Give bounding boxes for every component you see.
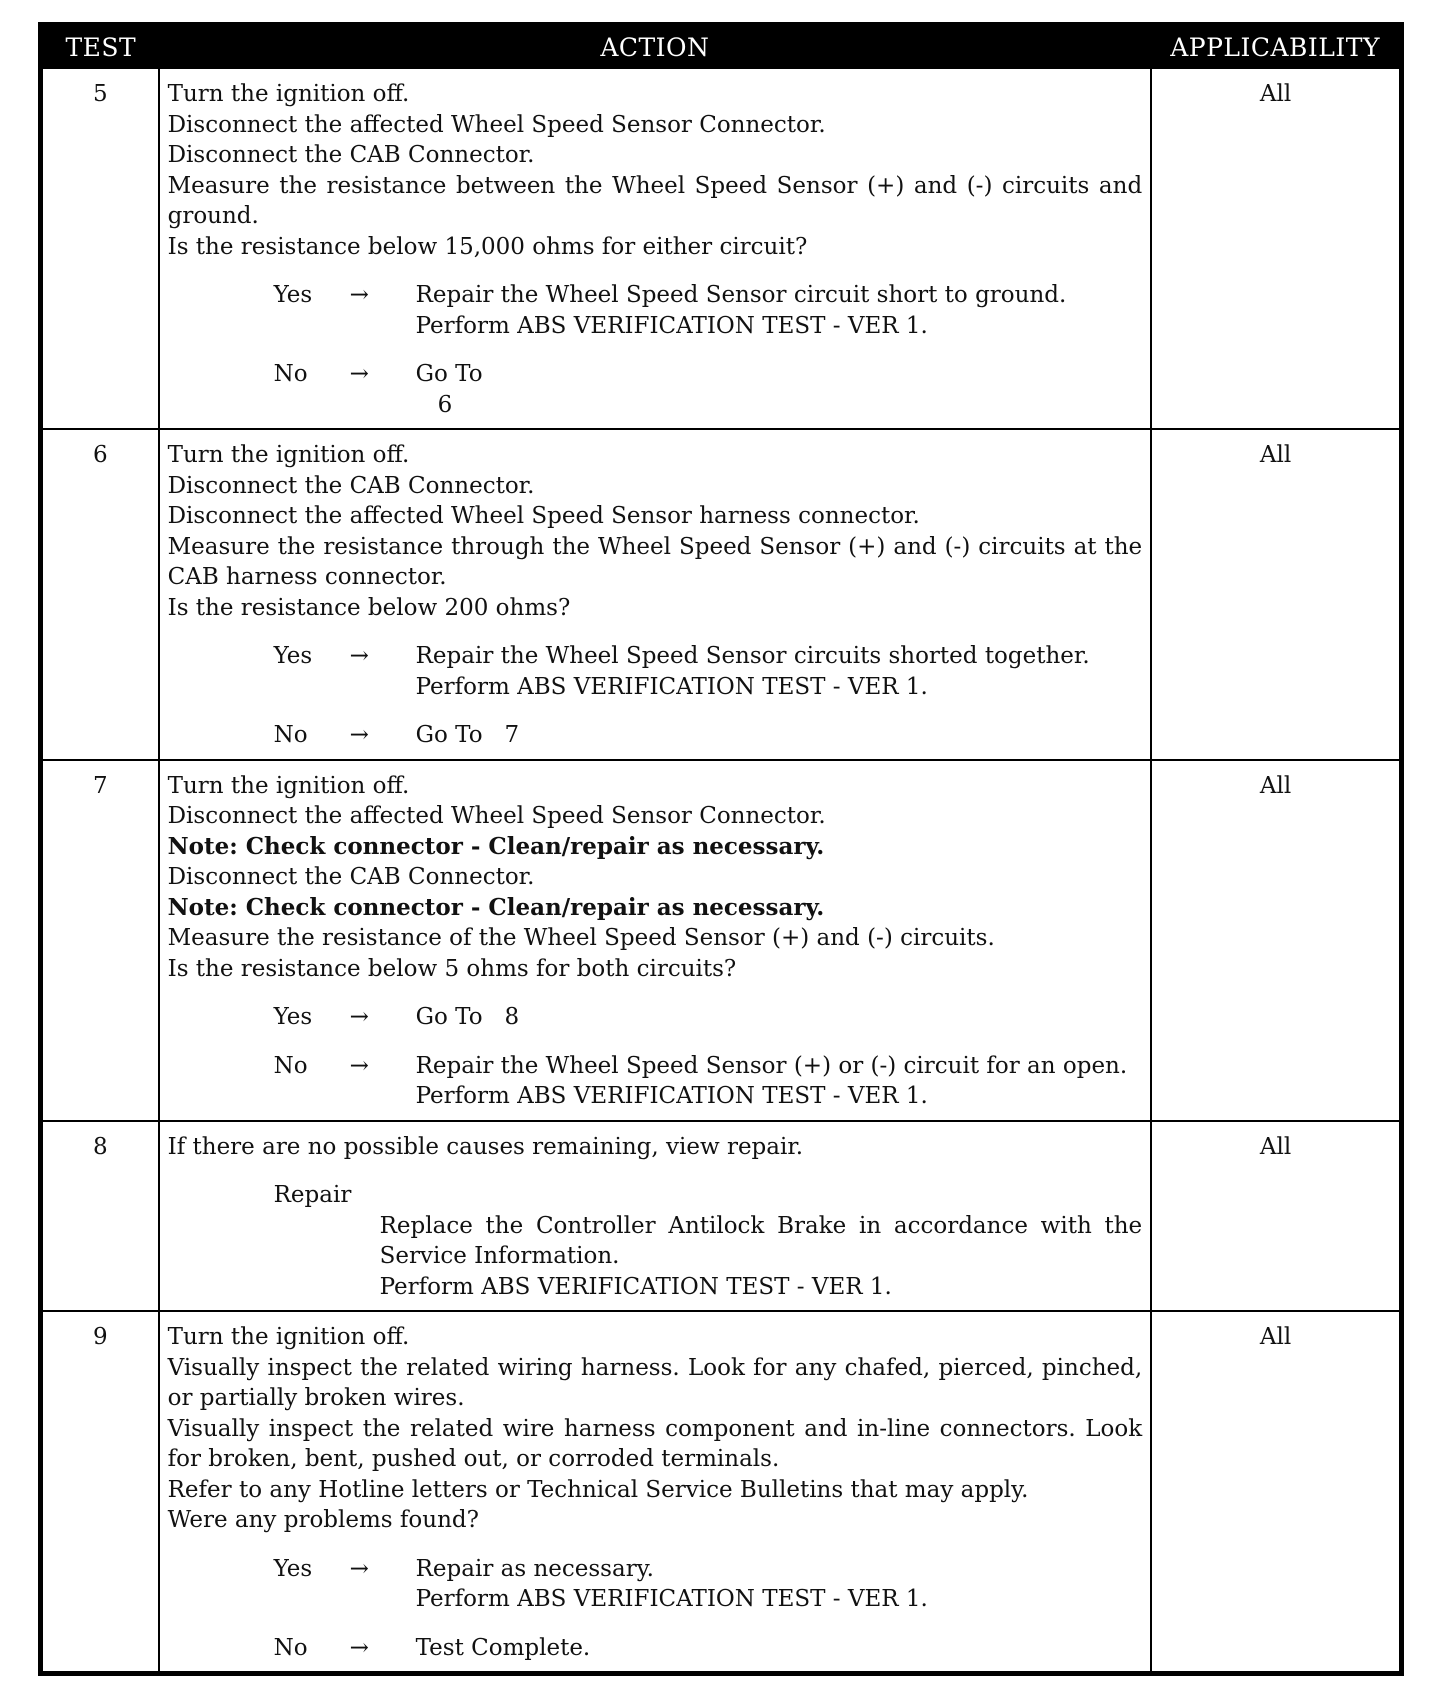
result-line: Perform ABS VERIFICATION TEST - VER 1.	[415, 1586, 928, 1612]
no-result	[416, 1633, 1143, 1664]
yes-label: Yes	[273, 282, 313, 308]
action-line: Is the resistance below 200 ohms?	[167, 594, 571, 621]
action-line: Measure the resistance of the Wheel Speed Sensor (+) and (-) circuits.	[167, 925, 995, 951]
result-line: Repair the Wheel Speed Sensor circuits shorted together.	[415, 643, 1090, 669]
no-option	[168, 359, 1143, 420]
test-number: 5	[41, 68, 159, 429]
applicability: All	[1151, 1121, 1401, 1312]
action-line: Were any problems found?	[167, 1507, 479, 1533]
yes-option	[168, 280, 1143, 341]
test-number: 7	[41, 760, 159, 1121]
header-applicability: APPLICABILITY	[1151, 25, 1401, 69]
repair-text	[380, 1211, 1143, 1303]
yes-label: Yes	[273, 1004, 313, 1030]
header-test: TEST	[41, 25, 159, 69]
table-row	[41, 1311, 1402, 1674]
action-line: Visually inspect the related wiring harness. Look for any chafed, pierced, pinched, or partially broken wires.	[167, 1354, 1143, 1411]
action-line: Turn the ignition off.	[167, 1324, 410, 1350]
no-label: No	[273, 361, 308, 387]
action-line: Is the resistance below 5 ohms for both circuits?	[167, 955, 737, 982]
result-line: Perform ABS VERIFICATION TEST - VER 1.	[415, 1083, 928, 1109]
action-line: Disconnect the affected Wheel Speed Sensor harness connector.	[167, 503, 920, 529]
applicability: All	[1151, 429, 1401, 760]
applicability: All	[1151, 68, 1401, 429]
yes-option	[168, 1554, 1143, 1615]
result-line: Repair the Wheel Speed Sensor (+) or (-) circuit for an open.	[415, 1052, 1128, 1079]
arrow-icon: →	[349, 282, 369, 308]
no-label: No	[273, 722, 308, 748]
action-cell	[159, 1311, 1152, 1674]
arrow-icon: →	[349, 1052, 369, 1079]
note-line: Note: Check connector - Clean/repair as necessary.	[167, 893, 825, 921]
action-line: Is the resistance below 15,000 ohms for either circuit?	[167, 233, 808, 260]
table-row	[41, 1121, 1402, 1312]
yes-label: Yes	[273, 643, 313, 669]
action-line: Disconnect the CAB Connector.	[167, 142, 535, 168]
no-option	[168, 1633, 1143, 1664]
applicability: All	[1151, 1311, 1401, 1674]
action-line: Measure the resistance between the Wheel Speed Sensor (+) and (-) circuits and ground.	[167, 172, 1143, 229]
go-to-label: Go To	[415, 722, 483, 748]
no-result	[416, 720, 1143, 751]
yes-option	[168, 1002, 1143, 1033]
action-line: Disconnect the CAB Connector.	[167, 864, 535, 890]
action-line: If there are no possible causes remaining, view repair.	[167, 1133, 804, 1160]
diagnostic-test-table	[38, 22, 1404, 1676]
arrow-icon: →	[349, 361, 369, 387]
repair-label: Repair	[273, 1182, 352, 1208]
go-to-step: 7	[504, 722, 520, 748]
action-line: Disconnect the affected Wheel Speed Sensor Connector.	[167, 111, 826, 138]
table-header-row	[41, 25, 1402, 69]
arrow-icon: →	[349, 1634, 369, 1661]
test-number: 6	[41, 429, 159, 760]
no-label: No	[273, 1052, 308, 1079]
no-option	[168, 720, 1143, 751]
test-number: 8	[41, 1121, 159, 1312]
result-line: Repair the Wheel Speed Sensor circuit short to ground.	[415, 282, 1067, 308]
go-to-step: 8	[504, 1004, 520, 1030]
yes-label: Yes	[273, 1555, 313, 1582]
result-line: Perform ABS VERIFICATION TEST - VER 1.	[415, 312, 928, 339]
yes-result	[416, 1002, 1143, 1033]
arrow-icon: →	[349, 643, 369, 669]
result-line: Perform ABS VERIFICATION TEST - VER 1.	[415, 673, 928, 700]
table-row	[41, 429, 1402, 760]
action-line: Refer to any Hotline letters or Technical Service Bulletins that may apply.	[167, 1476, 1029, 1503]
applicability: All	[1151, 760, 1401, 1121]
go-to-step: 6	[437, 391, 453, 418]
result-line: Repair as necessary.	[415, 1555, 654, 1582]
arrow-icon: →	[349, 1004, 369, 1030]
no-result	[416, 359, 1143, 420]
action-line: Turn the ignition off.	[167, 81, 410, 107]
note-line: Note: Check connector - Clean/repair as necessary.	[167, 832, 825, 860]
action-line: Turn the ignition off.	[167, 442, 410, 468]
action-line: Turn the ignition off.	[167, 772, 410, 799]
header-action: ACTION	[159, 25, 1152, 69]
test-number: 9	[41, 1311, 159, 1674]
repair-line: Replace the Controller Antilock Brake in accordance with the Service Information.	[379, 1212, 1143, 1269]
action-line: Measure the resistance through the Wheel Speed Sensor (+) and (-) circuits at the CAB harness connector.	[167, 533, 1143, 590]
go-to-label: Go To	[415, 361, 483, 387]
no-result	[416, 1051, 1143, 1112]
table-row	[41, 68, 1402, 429]
go-to-label: Go To	[415, 1004, 483, 1030]
arrow-icon: →	[349, 1555, 369, 1582]
action-cell	[159, 68, 1152, 429]
action-line: Disconnect the affected Wheel Speed Sensor Connector.	[167, 803, 826, 829]
yes-result	[416, 280, 1143, 341]
action-cell	[159, 429, 1152, 760]
repair-line: Perform ABS VERIFICATION TEST - VER 1.	[379, 1273, 892, 1300]
action-cell	[159, 760, 1152, 1121]
yes-result	[416, 641, 1143, 702]
table-row	[41, 760, 1402, 1121]
action-cell	[159, 1121, 1152, 1312]
action-line: Disconnect the CAB Connector.	[167, 472, 535, 499]
no-option	[168, 1051, 1143, 1112]
result-line: Test Complete.	[415, 1634, 591, 1661]
no-label: No	[273, 1634, 308, 1661]
action-line: Visually inspect the related wire harness component and in-line connectors. Look for broken, bent, pushed out, or corroded terminals.	[167, 1415, 1143, 1472]
arrow-icon: →	[349, 722, 369, 748]
yes-result	[416, 1554, 1143, 1615]
yes-option	[168, 641, 1143, 702]
